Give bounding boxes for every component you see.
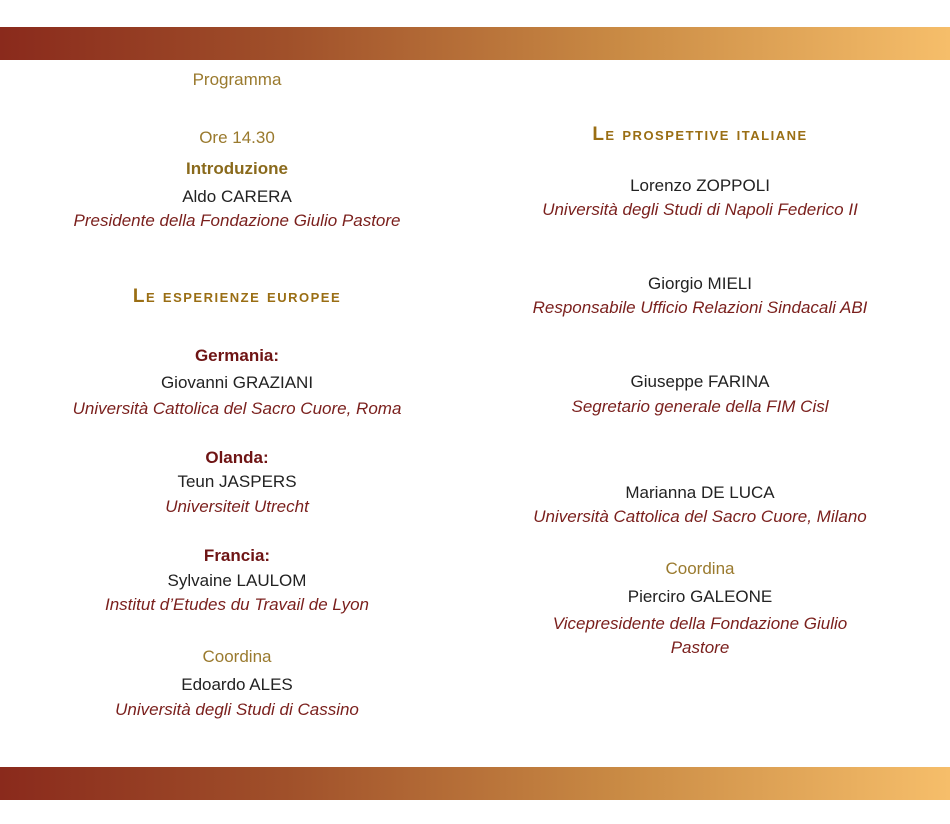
speaker-affiliation: Università degli Studi di Napoli Federico II — [542, 200, 858, 219]
speaker-name: Teun JASPERS — [177, 472, 297, 491]
speaker-affiliation: Responsabile Ufficio Relazioni Sindacali ABI — [532, 298, 868, 317]
speaker-name: Giorgio MIELI — [648, 274, 752, 293]
section-title-italian: Le prospettive italiane — [592, 124, 808, 145]
speaker-affiliation: Segretario generale della FIM Cisl — [571, 397, 829, 416]
coordinator-affiliation: Università degli Studi di Cassino — [115, 700, 359, 719]
section-title-european: Le esperienze europee — [132, 286, 342, 307]
speaker-affiliation: Università Cattolica del Sacro Cuore, Roma — [72, 399, 402, 418]
coordina-label: Coordina — [202, 647, 272, 666]
speaker-affiliation: Institut d’Etudes du Travail de Lyon — [105, 595, 369, 614]
coordinator-name: Edoardo ALES — [181, 675, 293, 694]
speaker-country: Francia: — [203, 546, 271, 565]
speaker-name: Lorenzo ZOPPOLI — [630, 176, 770, 195]
speaker-affiliation: Universiteit Utrecht — [165, 497, 309, 516]
start-time: Ore 14.30 — [199, 128, 275, 147]
speaker-country: Germania: — [194, 346, 280, 365]
speaker-name: Sylvaine LAULOM — [167, 571, 307, 590]
intro-speaker-name: Aldo CARERA — [182, 187, 292, 206]
speaker-country: Olanda: — [205, 448, 269, 467]
intro-label: Introduzione — [186, 159, 288, 178]
coordina-label: Coordina — [665, 559, 735, 578]
coordinator-name: Pierciro GALEONE — [627, 587, 773, 606]
bottom-decorative-band — [0, 767, 950, 800]
intro-speaker-role: Presidente della Fondazione Giulio Pastore — [73, 211, 401, 230]
speaker-name: Giovanni GRAZIANI — [160, 373, 314, 392]
coordinator-affiliation: Vicepresidente della Fondazione Giulio Pastore — [552, 614, 848, 657]
programma-label: Programma — [192, 70, 282, 89]
speaker-name: Giuseppe FARINA — [630, 372, 770, 391]
top-decorative-band — [0, 27, 950, 60]
speaker-name: Marianna DE LUCA — [625, 483, 775, 502]
speaker-affiliation: Università Cattolica del Sacro Cuore, Milano — [533, 507, 867, 526]
